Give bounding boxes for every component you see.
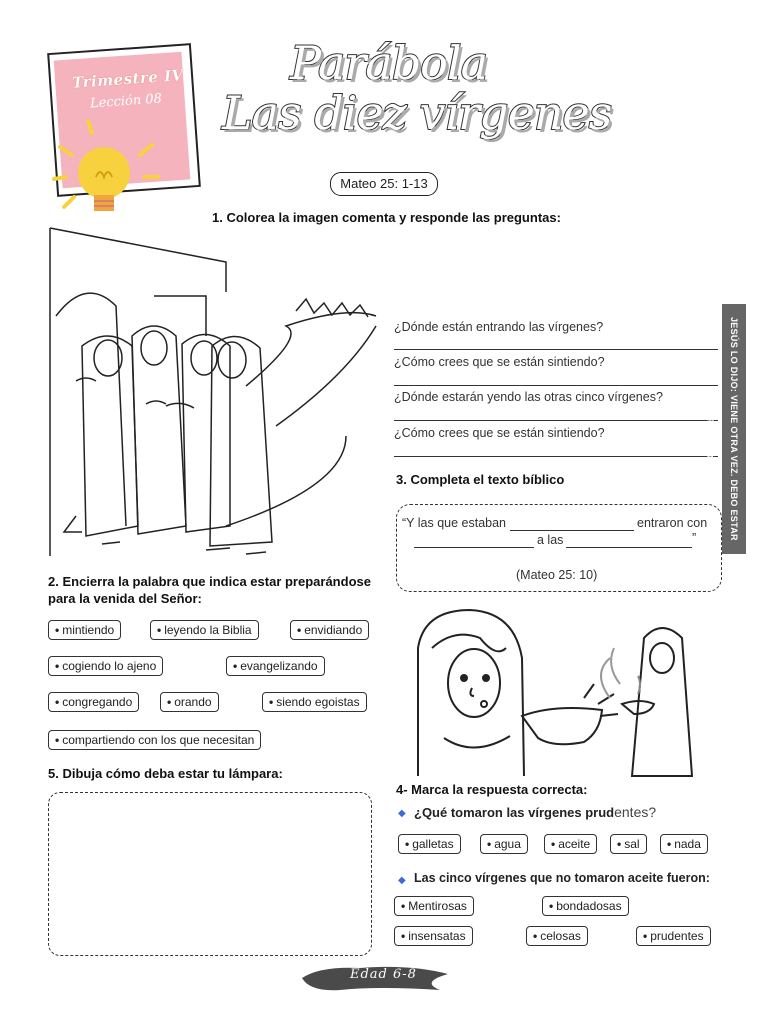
section4-heading: 4- Marca la respuesta correcta: bbox=[396, 782, 588, 797]
question-1: ¿Dónde están entrando las vírgenes? bbox=[394, 320, 604, 334]
word-chip[interactable]: • envidiando bbox=[290, 620, 369, 640]
word-chip[interactable]: • cogiendo lo ajeno bbox=[48, 656, 163, 676]
question-3: ¿Dónde estarán yendo las otras cinco vírgenes? bbox=[394, 390, 663, 404]
title-line-1: Parábola bbox=[290, 36, 488, 90]
bullet-icon: ◆ bbox=[398, 875, 406, 886]
verse-blank-1[interactable] bbox=[510, 530, 634, 531]
verse-line1-end: entraron con bbox=[637, 516, 708, 530]
answer-chip[interactable]: • nada bbox=[660, 834, 708, 854]
word-chip[interactable]: • evangelizando bbox=[226, 656, 325, 676]
verse-reference: (Mateo 25: 10) bbox=[516, 568, 598, 582]
leccion-label: Lección 08 bbox=[89, 91, 163, 112]
virgins-entering-illustration bbox=[46, 226, 396, 566]
side-tab: JESÚS LO DIJO: VIENE OTRA VEZ. DEBO ESTAR PREPARADO bbox=[722, 304, 746, 554]
word-chip[interactable]: • leyendo la Biblia bbox=[150, 620, 259, 640]
section3-heading: 3. Completa el texto bíblico bbox=[396, 472, 565, 487]
answer-line-2[interactable] bbox=[394, 385, 718, 386]
answer-line-4[interactable] bbox=[394, 456, 718, 457]
bible-reference: Mateo 25: 1-13 bbox=[330, 172, 438, 196]
answer-chip[interactable]: • insensatas bbox=[394, 926, 473, 946]
answer-chip[interactable]: • aceite bbox=[544, 834, 597, 854]
section2-heading-line1: 2. Encierra la palabra que indica estar preparándose bbox=[48, 574, 371, 589]
bullet-icon: ◆ bbox=[398, 808, 406, 819]
answer-chip[interactable]: • Mentirosas bbox=[394, 896, 474, 916]
section4-question-1: ¿Qué tomaron las vírgenes prudentes? bbox=[414, 804, 657, 820]
lightbulb-icon bbox=[52, 115, 162, 225]
word-chip[interactable]: • compartiendo con los que necesitan bbox=[48, 730, 261, 750]
section2-heading-line2: para la venida del Señor: bbox=[48, 591, 202, 606]
answer-chip[interactable]: • celosas bbox=[526, 926, 588, 946]
answer-chip[interactable]: • agua bbox=[480, 834, 528, 854]
trimestre-label: Trimestre IV bbox=[71, 66, 185, 92]
age-label: Edad 6-8 bbox=[350, 967, 417, 982]
answer-chip[interactable]: • bondadosas bbox=[542, 896, 629, 916]
section5-heading: 5. Dibuja cómo deba estar tu lámpara: bbox=[48, 766, 283, 781]
word-chip[interactable]: • congregando bbox=[48, 692, 139, 712]
answer-chip[interactable]: • galletas bbox=[398, 834, 461, 854]
answer-line-1[interactable] bbox=[394, 349, 718, 350]
answer-line-3[interactable] bbox=[394, 420, 718, 421]
verse-close-quote: ” bbox=[692, 531, 697, 545]
word-chip[interactable]: • orando bbox=[160, 692, 219, 712]
word-chip[interactable]: • siendo egoistas bbox=[262, 692, 367, 712]
drawing-area[interactable] bbox=[48, 792, 372, 956]
answer-chip[interactable]: • prudentes bbox=[636, 926, 711, 946]
verse-blank-3[interactable] bbox=[566, 547, 692, 548]
lamp-illustration bbox=[414, 608, 714, 778]
verse-line1-start: “Y las que estaban bbox=[402, 516, 507, 530]
verse-line2-mid: a las bbox=[537, 533, 564, 547]
verse-blank-2[interactable] bbox=[414, 547, 534, 548]
title-line-2: Las diez vírgenes bbox=[222, 86, 612, 140]
question-4: ¿Cómo crees que se están sintiendo? bbox=[394, 426, 605, 440]
section4-question-2: Las cinco vírgenes que no tomaron aceite fueron: bbox=[414, 871, 710, 885]
section1-heading: 1. Colorea la imagen comenta y responde las preguntas: bbox=[212, 210, 561, 225]
word-chip[interactable]: • mintiendo bbox=[48, 620, 121, 640]
question-2: ¿Cómo crees que se están sintiendo? bbox=[394, 355, 605, 369]
answer-chip[interactable]: • sal bbox=[610, 834, 647, 854]
